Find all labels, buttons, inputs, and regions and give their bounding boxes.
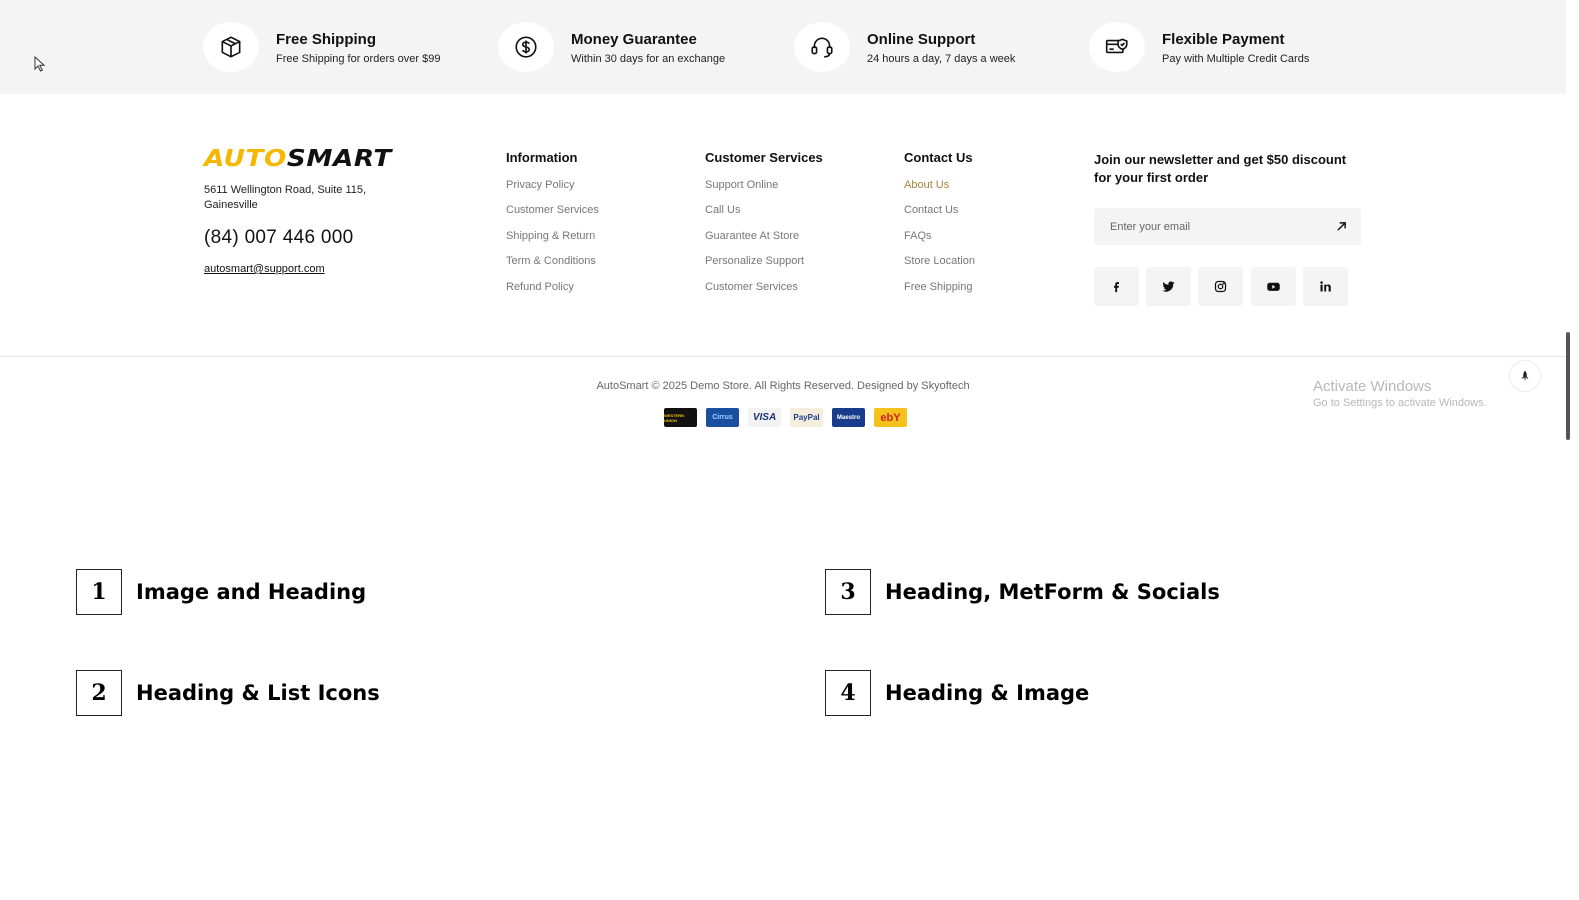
feature-subtitle: 24 hours a day, 7 days a week xyxy=(867,52,1016,65)
store-phone: (84) 007 446 000 xyxy=(204,227,354,248)
legend-item-1 xyxy=(76,569,366,615)
newsletter-form xyxy=(1094,208,1361,245)
activate-windows-title: Activate Windows xyxy=(1313,378,1432,395)
footer-link-active[interactable]: About Us xyxy=(904,179,950,191)
column-title: Contact Us xyxy=(904,150,973,165)
footer-column-information xyxy=(506,150,599,306)
feature-title: Free Shipping xyxy=(276,30,377,48)
legend-number: 4 xyxy=(825,670,871,716)
mouse-cursor-icon xyxy=(34,56,46,72)
store-email-link[interactable]: autosmart@support.com xyxy=(204,263,325,275)
ebay-badge: ebY xyxy=(874,408,907,427)
legend-label: Image and Heading xyxy=(136,580,367,604)
box-icon xyxy=(203,22,259,72)
rocket-icon xyxy=(1518,369,1532,383)
footer-link[interactable]: Free Shipping xyxy=(904,280,973,293)
maestro-badge: Maestro xyxy=(832,408,865,427)
feature-subtitle: Within 30 days for an exchange xyxy=(571,52,726,65)
footer-link[interactable]: Shipping & Return xyxy=(506,229,596,242)
feature-title: Flexible Payment xyxy=(1162,30,1285,48)
footer-link[interactable]: Call Us xyxy=(705,204,741,217)
feature-title: Money Guarantee xyxy=(571,30,697,48)
instagram-button[interactable] xyxy=(1198,267,1243,306)
twitter-icon xyxy=(1161,279,1176,294)
logo-part-auto: AUTO xyxy=(204,146,287,172)
footer-link[interactable]: Support Online xyxy=(705,179,779,191)
footer-link[interactable]: Store Location xyxy=(904,255,975,268)
legend-number: 3 xyxy=(825,569,871,615)
scrollbar-track[interactable] xyxy=(1566,0,1579,900)
feature-money-guarantee xyxy=(498,22,725,72)
legend-label: Heading & List Icons xyxy=(136,681,380,705)
footer-link[interactable]: Refund Policy xyxy=(506,280,574,293)
legend-label: Heading & Image xyxy=(885,681,1090,705)
footer-link[interactable]: Contact Us xyxy=(904,204,959,217)
feature-online-support xyxy=(794,22,1015,72)
column-title: Information xyxy=(506,150,578,165)
footer-column-contact-us xyxy=(904,150,975,306)
scrollbar-thumb[interactable] xyxy=(1566,332,1570,440)
western-union-badge: WESTERN UNION xyxy=(664,408,697,427)
footer-link[interactable]: Term & Conditions xyxy=(506,255,596,268)
newsletter-title: Join our newsletter and get $50 discount for your first order xyxy=(1094,152,1347,185)
footer-link[interactable]: FAQs xyxy=(904,229,932,242)
legend-item-4 xyxy=(825,670,1089,716)
footer-link[interactable]: Guarantee At Store xyxy=(705,229,800,242)
instagram-icon xyxy=(1213,279,1228,294)
scroll-to-top-button[interactable] xyxy=(1509,360,1541,392)
cirrus-badge: Cirrus xyxy=(706,408,739,427)
linkedin-icon xyxy=(1318,279,1333,294)
feature-free-shipping xyxy=(203,22,440,72)
legend-item-2 xyxy=(76,670,380,716)
legend-item-3 xyxy=(825,569,1220,615)
footer-column-customer-services xyxy=(705,150,823,306)
footer-divider xyxy=(0,356,1566,357)
feature-flexible-payment xyxy=(1089,22,1309,72)
logo-part-smart: SMART xyxy=(286,146,392,172)
footer-link[interactable]: Privacy Policy xyxy=(506,179,575,191)
twitter-button[interactable] xyxy=(1146,267,1191,306)
activate-windows-subtitle: Go to Settings to activate Windows. xyxy=(1313,397,1487,409)
feature-subtitle: Pay with Multiple Credit Cards xyxy=(1162,52,1310,65)
store-address: 5611 Wellington Road, Suite 115, Gainesville xyxy=(204,184,367,211)
linkedin-button[interactable] xyxy=(1303,267,1348,306)
legend-number: 2 xyxy=(76,670,122,716)
youtube-button[interactable] xyxy=(1251,267,1296,306)
footer-link[interactable]: Customer Services xyxy=(705,280,798,293)
facebook-icon xyxy=(1109,279,1124,294)
autosmart-logo[interactable] xyxy=(204,146,392,172)
visa-badge: VISA xyxy=(748,408,781,427)
footer-link[interactable]: Personalize Support xyxy=(705,255,805,268)
facebook-button[interactable] xyxy=(1094,267,1139,306)
payment-methods xyxy=(664,408,907,427)
arrow-up-right-icon[interactable] xyxy=(1336,221,1347,232)
legend-label: Heading, MetForm & Socials xyxy=(885,580,1220,604)
card-payment-icon xyxy=(1089,22,1145,72)
paypal-badge: PayPal xyxy=(790,408,823,427)
dollar-icon xyxy=(498,22,554,72)
legend-number: 1 xyxy=(76,569,122,615)
newsletter-email-input[interactable] xyxy=(1110,221,1310,233)
feature-title: Online Support xyxy=(867,30,976,48)
headset-icon xyxy=(794,22,850,72)
youtube-icon xyxy=(1266,279,1281,294)
activate-windows-watermark xyxy=(1313,378,1487,409)
copyright-text: AutoSmart © 2025 Demo Store. All Rights Reserved. Designed by Skyoftech xyxy=(596,380,970,392)
features-bar xyxy=(0,0,1566,94)
feature-subtitle: Free Shipping for orders over $99 xyxy=(276,52,441,65)
column-title: Customer Services xyxy=(705,150,823,165)
footer-link[interactable]: Customer Services xyxy=(506,204,599,217)
